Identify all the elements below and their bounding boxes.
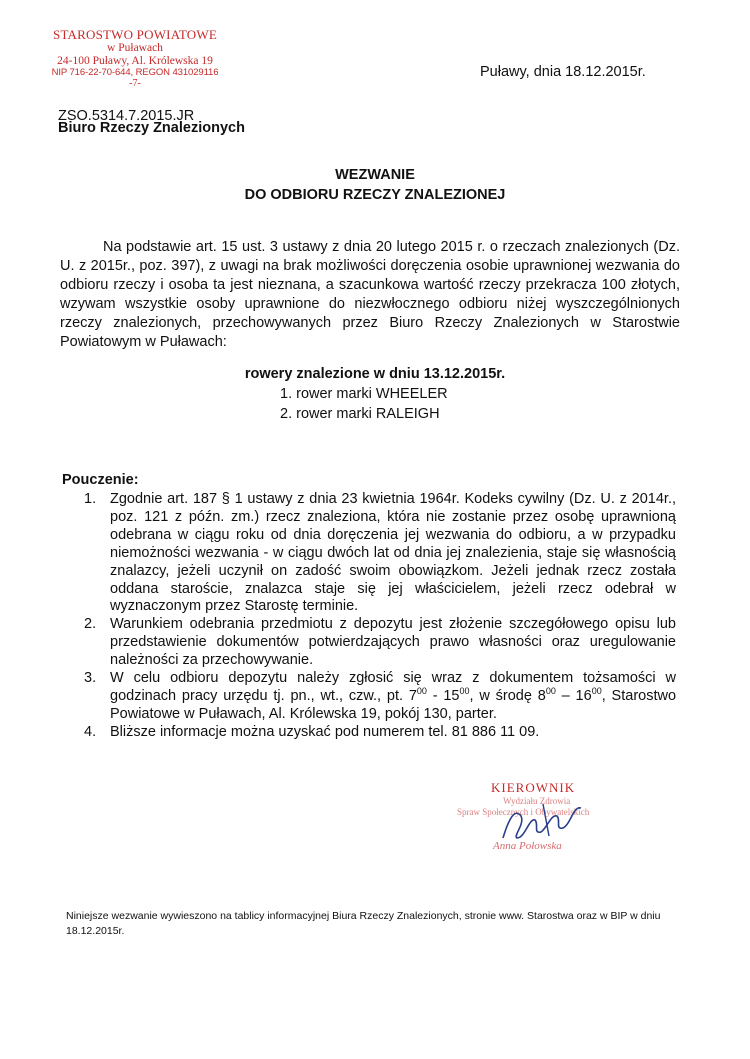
point-text: Zgodnie art. 187 § 1 ustawy z dnia 23 kwietnia 1964r. Kodeks cywilny (Dz. U. z 2014r., poz. 121 z późn. zm.) rzecz znaleziona, która nie zostanie przez osobę uprawnioną odebrana w ciągu roku od dnia doręczenia jej wezwania do odbioru, a w przypadku niemożności wezwania - w ciągu dwóch lat od dnia jej znalezienia, staje się własnością znalazcy, jeżeli uczynił on zadość swoim obowiązkom. Jeżeli jednak rzecz została oddana staroście, znalazca staje się jej właścicielem, jeżeli rzecz odebrał w wyznaczonym przez Starostę terminie. (110, 491, 676, 615)
signature-department: Wydziału Zdrowia (503, 796, 571, 806)
signature-stamp (455, 780, 625, 860)
place-date: Puławy, dnia 18.12.2015r. (480, 64, 646, 80)
point-text-part: - 15 (426, 687, 460, 704)
handwritten-signature-icon (495, 798, 605, 843)
signature-name: Anna Połowska (493, 840, 562, 852)
stamp-line: w Puławach (107, 42, 163, 55)
notice-point (84, 724, 676, 742)
document-subtitle: DO ODBIORU RZECZY ZNALEZIONEJ (244, 187, 506, 203)
point-text-part: – 16 (555, 687, 592, 704)
point-text (110, 670, 676, 722)
footer-note: Niniejsze wezwanie wywieszono na tablicy informacyjnej Biura Rzeczy Znalezionych, stronie www. Starostwa oraz w BIP w dniu 18.12.2015r. (66, 910, 661, 937)
list-item: 2. rower marki RALEIGH (280, 406, 440, 422)
intro-paragraph: Na podstawie art. 15 ust. 3 ustawy z dnia 20 lutego 2015 r. o rzeczach znalezionych (Dz. U. z 2015r., poz. 397), z uwagi na brak możliwości doręczenia osobie uprawnionej wezwania do odbioru rzeczy i osoba ta jest nieznana, a szacunkowa wartość rzeczy przekracza 100 złotych, wzywam wszystkie osoby uprawnione do niezwłocznego odbioru niżej wyszczególnionych rzeczy znalezionych, przechowywanych przez Biuro Rzeczy Znalezionych w Starostwie Powiatowym w Puławach: (60, 239, 680, 350)
point-number: 2. (84, 616, 97, 633)
reference-number: ZSO.5314.7.2015.JR (58, 108, 195, 124)
signature-title: KIEROWNIK (491, 780, 576, 795)
stamp-line: -7- (129, 78, 141, 90)
list-item: 1. rower marki WHEELER (280, 386, 448, 402)
point-text: Bliższe informacje można uzyskać pod numerem tel. 81 886 11 09. (110, 723, 540, 740)
office-stamp (50, 28, 220, 89)
point-text-part: W celu odbioru depozytu należy zgłosić się wraz z dokumentem tożsamości w godzinach pracy urzędu tj. pn., wt., czw., pt. 7 (110, 670, 676, 704)
superscript: 00 (591, 686, 602, 697)
point-number: 4. (84, 723, 97, 740)
point-text: Warunkiem odebrania przedmiotu z depozytu jest złożenie szczegółowego opisu lub przedstawienie dokumentów potwierdzających prawo własności oraz uregulowanie należności za przechowywanie. (110, 616, 676, 669)
document-title: WEZWANIE (335, 167, 415, 183)
point-text-part: , Starostwo Powiatowe w Puławach, Al. Królewska 19, pokój 130, parter. (110, 687, 677, 722)
stamp-line: NIP 716-22-70-644, REGON 431029116 (51, 66, 219, 78)
point-text-part: , w środę 8 (469, 687, 546, 704)
items-heading: rowery znalezione w dniu 13.12.2015r. (244, 366, 506, 382)
superscript: 00 (416, 686, 427, 697)
stamp-line: 24-100 Puławy, Al. Królewska 19 (57, 54, 213, 67)
stamp-line: STAROSTWO POWIATOWE (53, 27, 217, 42)
signature-department: Spraw Społecznych i Obywatelskich (457, 807, 590, 817)
notice-heading: Pouczenie: (62, 472, 139, 488)
notice-point (84, 616, 676, 670)
notice-point (84, 491, 676, 616)
superscript: 00 (545, 686, 556, 697)
point-number: 3. (84, 670, 97, 687)
point-number: 1. (84, 491, 97, 507)
notice-list (84, 491, 676, 742)
superscript: 00 (459, 686, 470, 697)
office-name: Biuro Rzeczy Znalezionych (58, 120, 245, 136)
notice-point (84, 670, 676, 724)
